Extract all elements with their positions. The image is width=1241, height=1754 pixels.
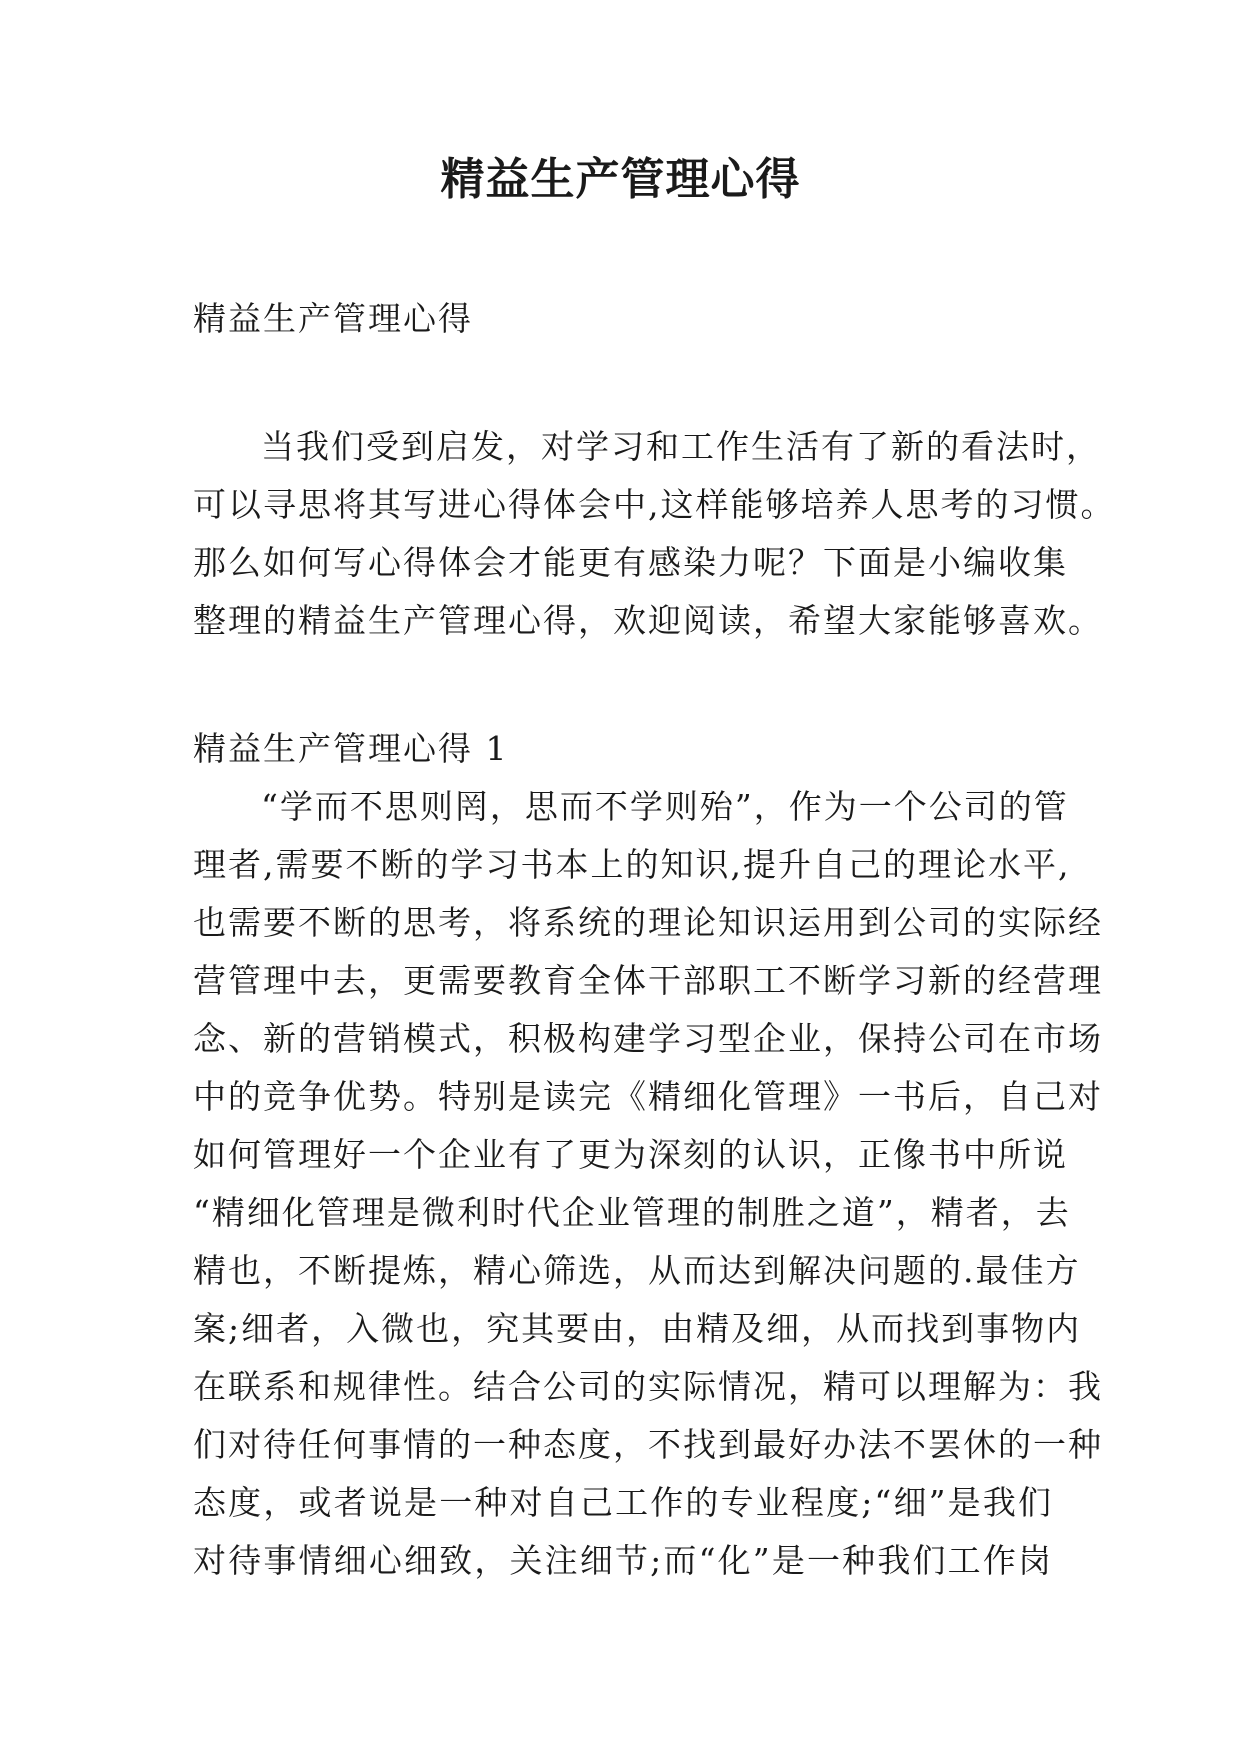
paragraph-line: 那么如何写心得体会才能更有感染力呢？下面是小编收集 [193,543,1068,582]
spacer [193,348,1053,418]
paragraph-line: 如何管理好一个企业有了更为深刻的认识，正像书中所说 [193,1135,1068,1174]
document-subtitle: 精益生产管理心得 [193,299,473,338]
paragraph-line: “精细化管理是微利时代企业管理的制胜之道”，精者，去 [193,1193,1071,1232]
spacer [193,650,1053,720]
paragraph-line: 也需要不断的思考，将系统的理论知识运用到公司的实际经 [193,903,1103,942]
paragraph-line: 营管理中去，更需要教育全体干部职工不断学习新的经营理 [193,961,1103,1000]
paragraph-line: 可以寻思将其写进心得体会中,这样能够培养人思考的习惯。 [193,485,1116,524]
paragraph-line: 态度，或者说是一种对自己工作的专业程度;“细”是我们 [193,1483,1053,1522]
paragraph-line: 在联系和规律性。结合公司的实际情况，精可以理解为：我 [193,1367,1103,1406]
paragraph-line: 对待事情细心细致，关注细节;而“化”是一种我们工作岗 [193,1541,1053,1580]
paragraph-line: 整理的精益生产管理心得，欢迎阅读，希望大家能够喜欢。 [193,601,1103,640]
paragraph-line: 念、新的营销模式，积极构建学习型企业，保持公司在市场 [193,1019,1103,1058]
paragraph-line: 精也，不断提炼，精心筛选，从而达到解决问题的.最佳方 [193,1251,1081,1290]
paragraph-line: 当我们受到启发，对学习和工作生活有了新的看法时， [261,427,1101,466]
intro-paragraph [193,418,1116,650]
paragraph-line: 理者,需要不断的学习书本上的知识,提升自己的理论水平, [193,845,1071,884]
paragraph-line: 案;细者，入微也，究其要由，由精及细，从而找到事物内 [193,1309,1082,1348]
paragraph-line: “学而不思则罔，思而不学则殆”，作为一个公司的管 [261,787,1069,826]
page-title: 精益生产管理心得 [440,154,801,205]
section-heading: 精益生产管理心得 1 [193,729,509,768]
section-paragraph [193,778,1103,1590]
document-body [193,290,1116,1590]
paragraph-line: 中的竞争优势。特别是读完《精细化管理》一书后，自己对 [193,1077,1103,1116]
paragraph-line: 们对待任何事情的一种态度，不找到最好办法不罢休的一种 [193,1425,1103,1464]
